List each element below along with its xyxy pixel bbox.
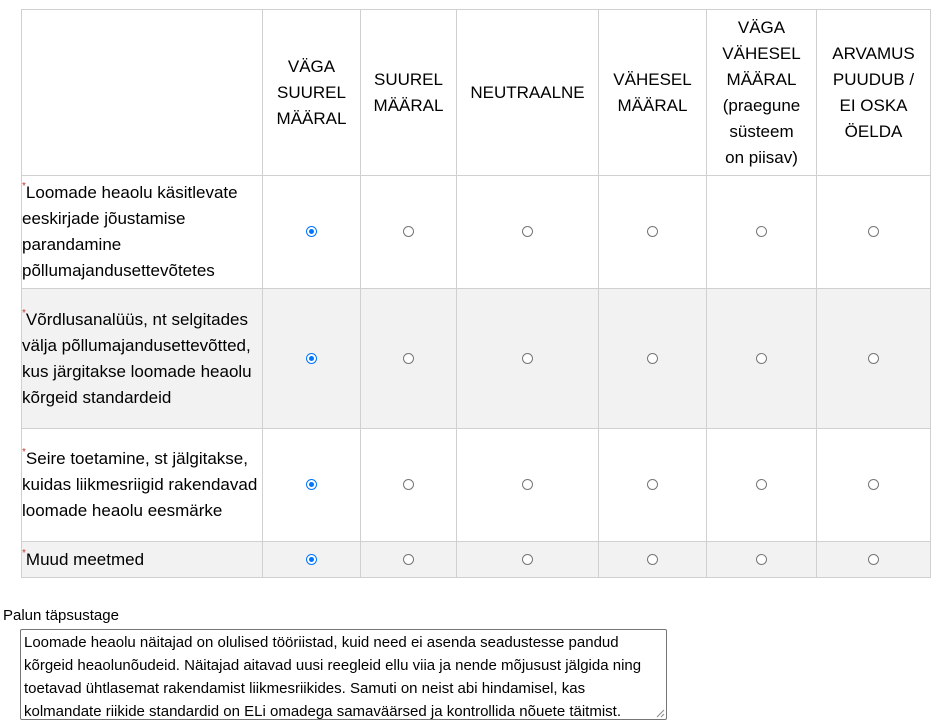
matrix-row: [22, 289, 931, 429]
radio-option[interactable]: [403, 226, 414, 237]
radio-option[interactable]: [868, 353, 879, 364]
radio-option[interactable]: [868, 554, 879, 565]
radio-option[interactable]: [756, 479, 767, 490]
elaborate-text: Loomade heaolu näitajad on olulised tööriistad, kuid need ei asenda seadustesse pandud kõrgeid heaolunõudeid. Näitajad aitavad uusi reegleid ellu viia ja nende mõjusust jälgida ning toetavad ühtlasemat rakendamist liikmesriikides. Samuti on neist abi hindamisel, kas kolmandate riikide standardid on ELi omadega samaväärsed ja kontrollida nõuete täitmist.: [24, 634, 642, 720]
radio-option[interactable]: [306, 226, 317, 237]
required-mark: *: [22, 181, 26, 192]
required-mark: *: [22, 547, 26, 559]
row-question-label: *Muud meetmed: [22, 542, 263, 578]
radio-option[interactable]: [647, 479, 658, 490]
radio-option[interactable]: [647, 353, 658, 364]
required-mark: *: [22, 447, 26, 458]
column-header-very-large: VÄGA SUUREL MÄÄRAL: [263, 10, 361, 176]
column-header-very-small: VÄGA VÄHESEL MÄÄRAL (praegune süsteem on piisav): [707, 10, 817, 176]
radio-option[interactable]: [403, 353, 414, 364]
column-header-small: VÄHESEL MÄÄRAL: [599, 10, 707, 176]
radio-option[interactable]: [522, 479, 533, 490]
radio-option[interactable]: [306, 554, 317, 565]
likert-matrix: [21, 9, 931, 578]
matrix-header-row: [22, 10, 931, 176]
matrix-row: [22, 176, 931, 289]
matrix-row: [22, 542, 931, 578]
row-question-label: *Loomade heaolu käsitlevate eeskirjade jõustamise parandamine põllumajandusettevõtetes: [22, 176, 263, 289]
header-empty-cell: [22, 10, 263, 176]
radio-option[interactable]: [756, 353, 767, 364]
radio-option[interactable]: [306, 479, 317, 490]
radio-option[interactable]: [756, 226, 767, 237]
row-question-label: *Võrdlusanalüüs, nt selgitades välja põllumajandusettevõtted, kus järgitakse loomade heaolu kõrgeid standardeid: [22, 289, 263, 429]
row-question-label: *Seire toetamine, st jälgitakse, kuidas liikmesriigid rakendavad loomade heaolu eesmärke: [22, 429, 263, 542]
radio-option[interactable]: [522, 554, 533, 565]
radio-option[interactable]: [868, 226, 879, 237]
radio-option[interactable]: [403, 479, 414, 490]
matrix-row: [22, 429, 931, 542]
elaborate-label: Palun täpsustage: [3, 607, 119, 624]
resize-grip-icon[interactable]: [656, 709, 665, 718]
elaborate-textarea[interactable]: [20, 629, 667, 720]
column-header-neutral: NEUTRAALNE: [457, 10, 599, 176]
radio-option[interactable]: [306, 353, 317, 364]
radio-option[interactable]: [403, 554, 414, 565]
radio-option[interactable]: [647, 554, 658, 565]
required-mark: *: [22, 307, 26, 319]
radio-option[interactable]: [522, 353, 533, 364]
radio-option[interactable]: [647, 226, 658, 237]
column-header-no-opinion: ARVAMUS PUUDUB / EI OSKA ÖELDA: [817, 10, 931, 176]
column-header-large: SUUREL MÄÄRAL: [361, 10, 457, 176]
radio-option[interactable]: [756, 554, 767, 565]
radio-option[interactable]: [522, 226, 533, 237]
radio-option[interactable]: [868, 479, 879, 490]
